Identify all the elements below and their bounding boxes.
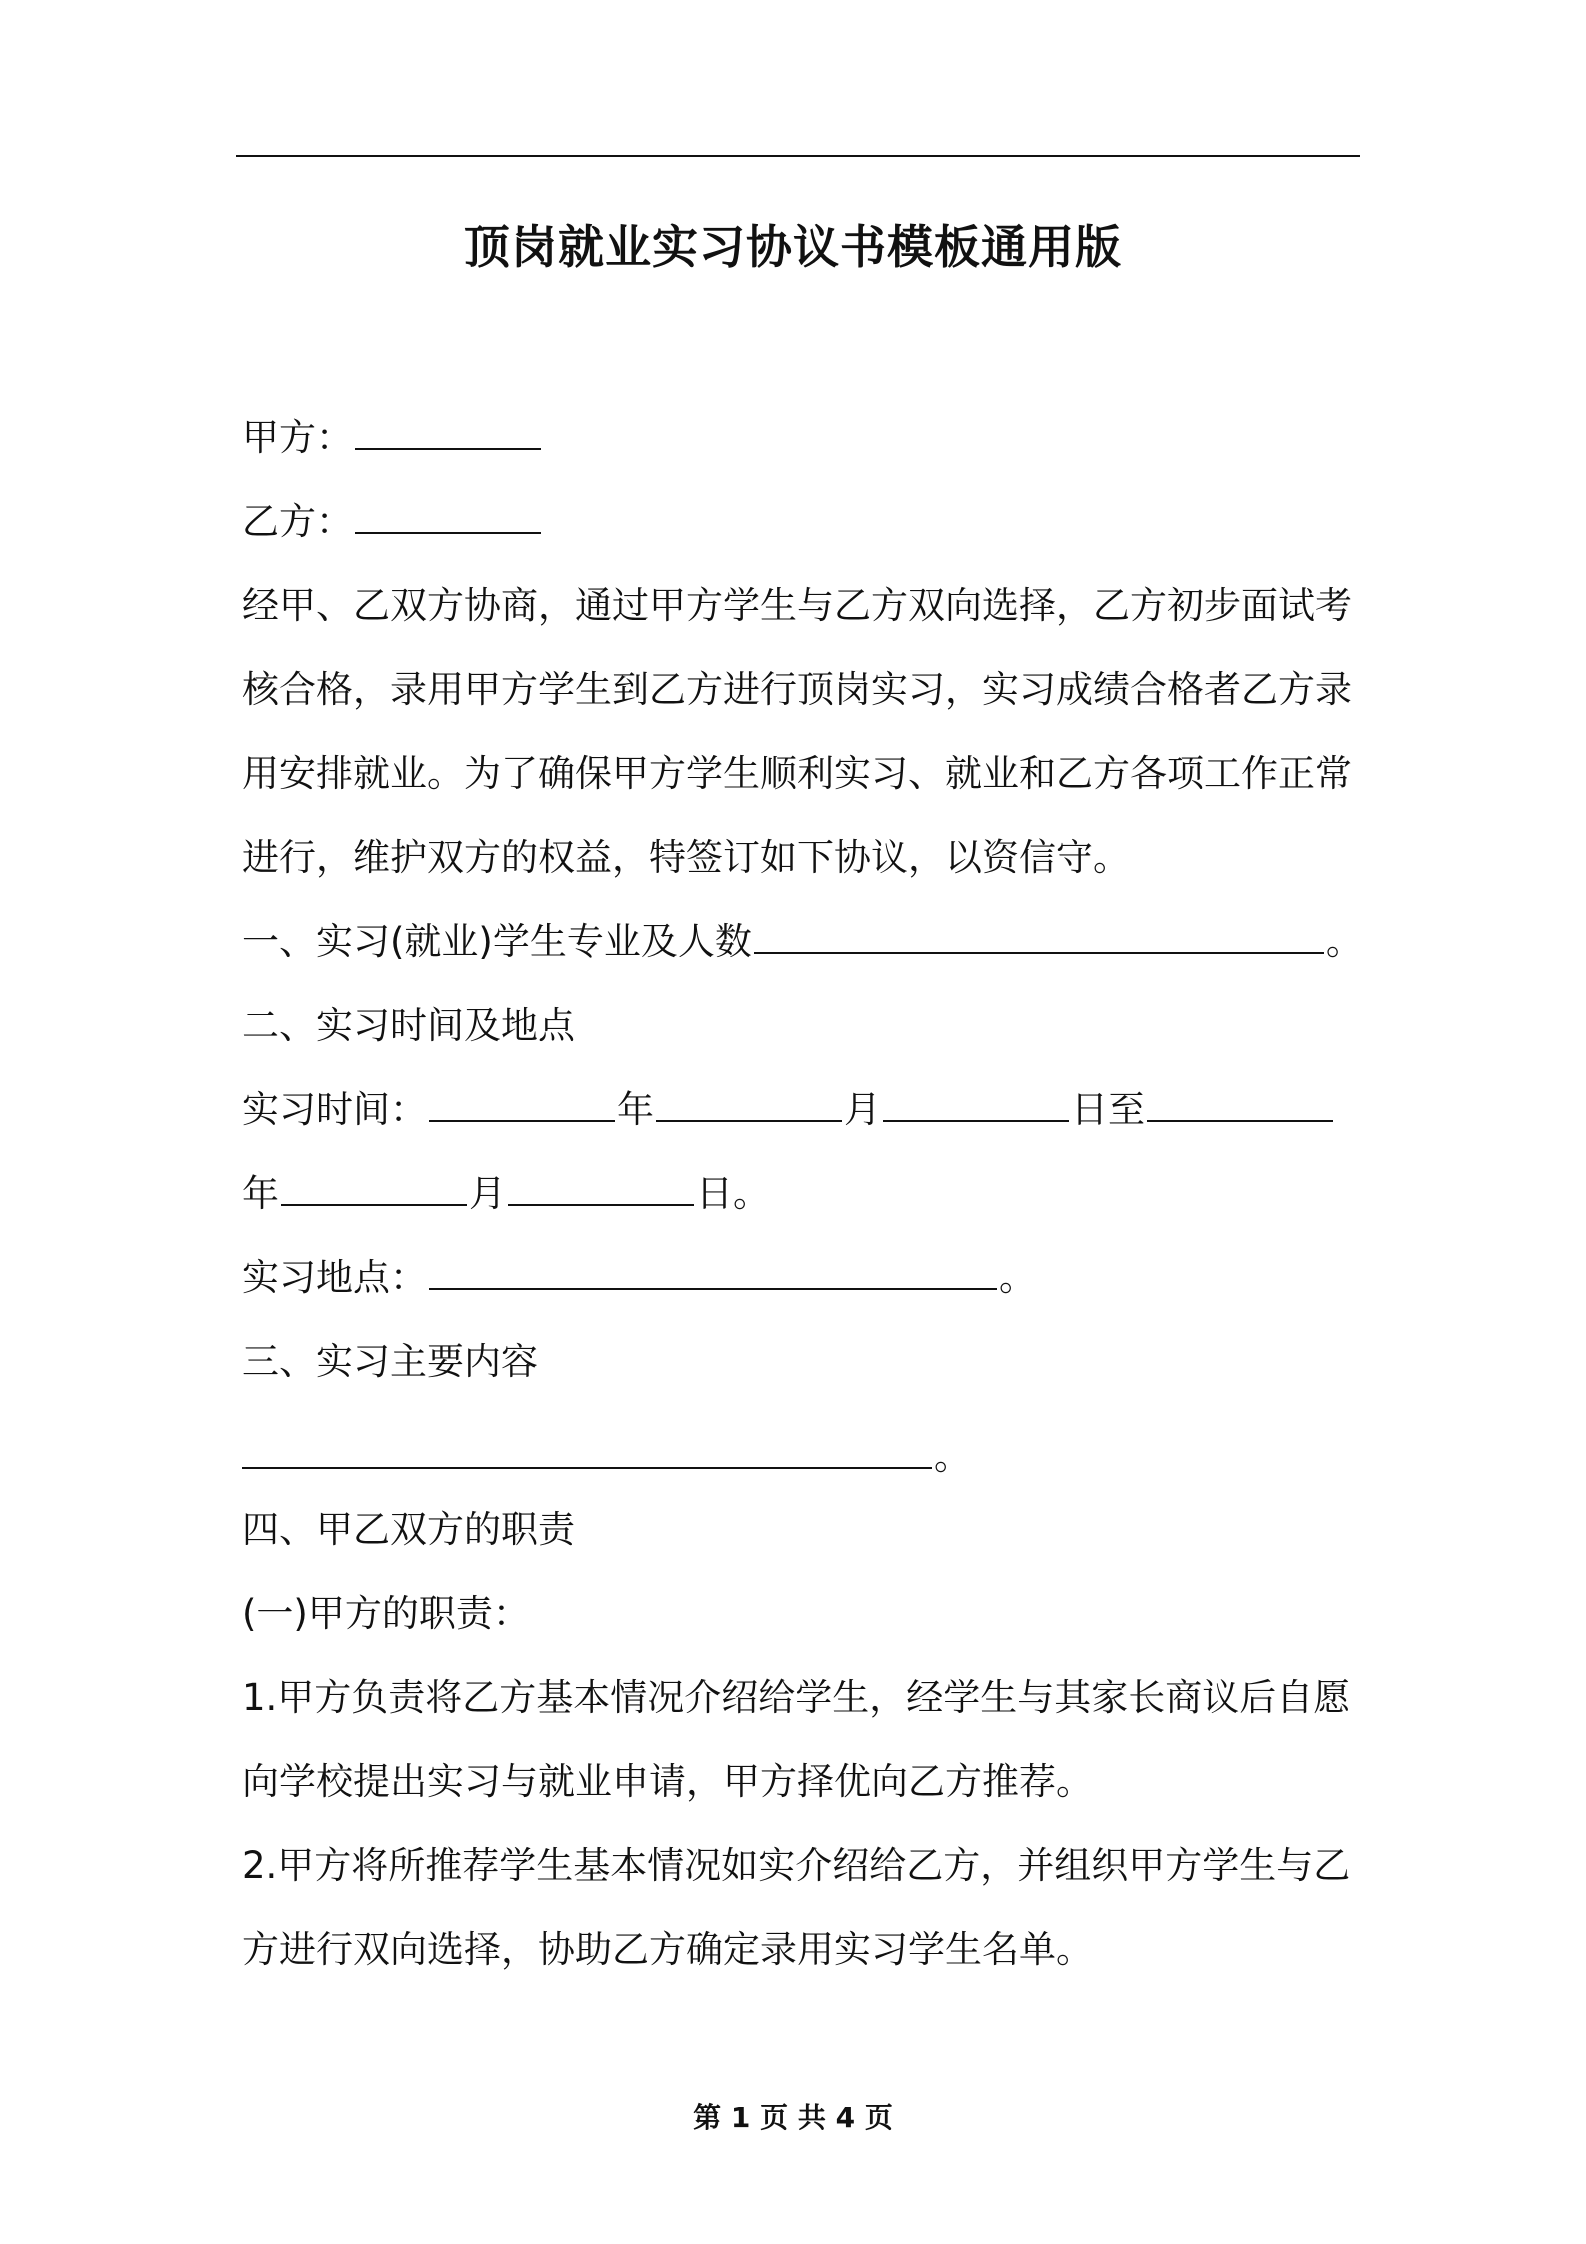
day-end-label: 日。 <box>696 1172 770 1215</box>
period: 。 <box>934 1435 971 1478</box>
end-year-blank[interactable] <box>1147 1086 1333 1122</box>
intro-line: 经甲、乙双方协商，通过甲方学生与乙方双向选择，乙方初步面试考 <box>242 584 1352 627</box>
end-day-blank[interactable] <box>508 1170 694 1206</box>
party-b-blank[interactable] <box>355 498 541 534</box>
main-content-blank[interactable] <box>242 1433 932 1469</box>
page-number: 第 1 页 共 4 页 <box>693 2101 893 2134</box>
place-label: 实习地点： <box>242 1256 427 1299</box>
time-label: 实习时间： <box>242 1088 427 1131</box>
internship-time-end-line <box>242 1169 1362 1219</box>
item-line: 方进行双向选择，协助乙方确定录用实习学生名单。 <box>242 1928 1093 1971</box>
start-month-blank[interactable] <box>656 1086 842 1122</box>
item-line: 向学校提出实习与就业申请，甲方择优向乙方推荐。 <box>242 1760 1093 1803</box>
internship-place-line <box>242 1253 1362 1303</box>
party-a-line <box>242 413 1362 463</box>
section-3-heading: 三、实习主要内容 <box>242 1340 538 1383</box>
party-b-label: 乙方： <box>242 500 353 543</box>
intro-line: 核合格，录用甲方学生到乙方进行顶岗实习，实习成绩合格者乙方录 <box>242 668 1352 711</box>
month-label: 月 <box>844 1088 881 1131</box>
day-to-label: 日至 <box>1071 1088 1145 1131</box>
year-label: 年 <box>242 1172 279 1215</box>
month-label: 月 <box>469 1172 506 1215</box>
section-1-label: 一、实习(就业)学生专业及人数 <box>242 920 752 963</box>
item-line: 1.甲方负责将乙方基本情况介绍给学生，经学生与其家长商议后自愿 <box>242 1676 1351 1719</box>
header-rule <box>236 155 1360 157</box>
party-a-label: 甲方： <box>242 416 353 459</box>
place-blank[interactable] <box>429 1254 997 1290</box>
start-day-blank[interactable] <box>883 1086 1069 1122</box>
section-1-line <box>242 917 1362 967</box>
period: 。 <box>999 1256 1036 1299</box>
period: 。 <box>1325 920 1363 963</box>
item-line: 2.甲方将所推荐学生基本情况如实介绍给乙方，并组织甲方学生与乙 <box>242 1844 1351 1887</box>
internship-time-line <box>242 1085 1362 1135</box>
student-count-blank[interactable] <box>754 918 1324 954</box>
year-label: 年 <box>617 1088 654 1131</box>
start-year-blank[interactable] <box>429 1086 615 1122</box>
intro-line: 用安排就业。为了确保甲方学生顺利实习、就业和乙方各项工作正常 <box>242 752 1352 795</box>
section-4-heading: 四、甲乙双方的职责 <box>242 1508 575 1551</box>
subsection-a-heading: (一)甲方的职责： <box>242 1592 530 1635</box>
party-a-blank[interactable] <box>355 414 541 450</box>
party-b-line <box>242 497 1362 547</box>
document-title: 顶岗就业实习协议书模板通用版 <box>464 220 1122 274</box>
content-line <box>242 1432 1362 1482</box>
intro-line: 进行，维护双方的权益，特签订如下协议，以资信守。 <box>242 836 1130 879</box>
section-2-heading: 二、实习时间及地点 <box>242 1004 575 1047</box>
end-month-blank[interactable] <box>281 1170 467 1206</box>
